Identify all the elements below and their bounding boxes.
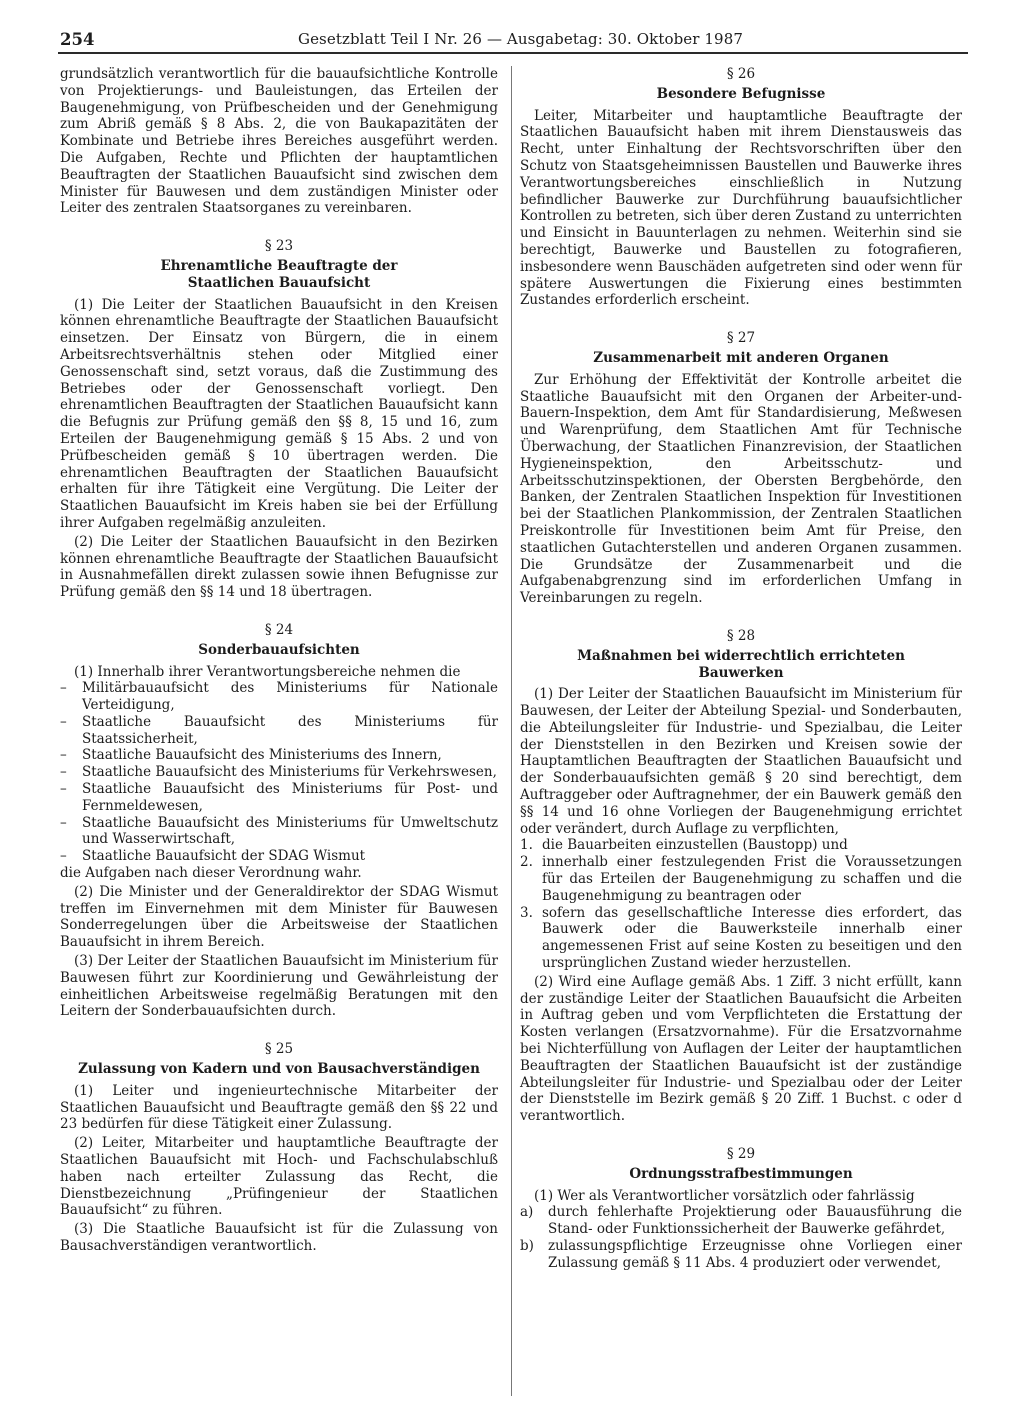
list-item [60, 764, 498, 781]
paragraph: (1) Leiter und ingenieurtechnische Mitarbeiter der Staatlichen Bauaufsicht und Beauftragte gemäß den §§ 22 und 23 bedürfen für diese Tätigkeit einer Zulassung. [60, 1082, 498, 1133]
section-title-line: Staatlichen Bauaufsicht [187, 274, 371, 291]
paragraph: Zur Erhöhung der Effektivität der Kontrolle arbeitet die Staatliche Bauaufsicht mit den Organen der Arbeiter-und-Bauern-Inspektion, dem Amt für Standardisierung, Meßwesen und Warenprüfung, dem Staatlichen Amt für Technische Überwachung, der Staatlichen Finanzrevision, der Staatlichen Hygieneinspektion, den Arbeitsschutz- und Arbeitsschutzinspektionen, der Obersten Bergbehörde, den Banken, der Zentralen Staatlichen Inspektion für Investitionen bei der Staatlichen Plankommission, der Zentralen Staatlichen Preiskontrolle für Investitionen beim Amt für Preise, den staatlichen Gutachterstellen und anderen Organen zusammen. Die Grundsätze der Zusammenarbeit und die Aufgabenabgrenzung sind im erforderlichen Umfang in Vereinbarungen zu regeln. [520, 371, 962, 607]
list-item [520, 854, 962, 904]
list-item-text: die Bauarbeiten einzustellen (Baustopp) und [542, 837, 848, 854]
section-title: Zusammenarbeit mit anderen Organen [593, 349, 889, 366]
paragraph: (3) Der Leiter der Staatlichen Bauaufsicht im Ministerium für Bauwesen führt zur Koordinierung und Gewährleistung der einheitlichen Arbeitsweise regelmäßig Beratungen mit den Leitern der Sonderbauaufsichten durch. [60, 953, 498, 1020]
paragraph: (2) Die Minister und der Generaldirektor der SDAG Wismut treffen im Einvernehmen mit dem Minister für Bauwesen Sonderregelungen über die Arbeitsweise der Staatlichen Bauaufsicht in ihrem Bereich. [60, 883, 498, 951]
section-title-line: Maßnahmen bei widerrechtlich errichteten [577, 647, 905, 664]
dash-marker: – [60, 814, 67, 831]
list-item [60, 714, 498, 748]
list-item [520, 837, 962, 854]
dash-marker: – [60, 747, 67, 764]
paragraph: (2) Wird eine Auflage gemäß Abs. 1 Ziff. 3 nicht erfüllt, kann der zuständige Leiter der Staatlichen Bauaufsicht die Arbeiten in Auftrag geben und vom Verpflichteten die Erstattung der Kosten verlangen (Ersatzvornahme). Für die Ersatzvornahme bei Nichterfüllung von Auflagen der Leiter der hauptamtlichen Beauftragten der Staatlichen Bauaufsicht ist der zuständige Abteilungsleiter für Industrie- und Spezialbau oder der Leiter der Dienststelle im Bezirk gemäß § 20 Ziff. 1 Buchst. c oder d verantwortlich. [520, 973, 962, 1125]
section-title: Besondere Befugnisse [656, 85, 826, 102]
header-rule [58, 52, 968, 54]
dash-marker: – [60, 848, 67, 865]
section-27 [520, 330, 962, 607]
list-item-text: Militärbauaufsicht des Ministeriums für Nationale Verteidigung, [82, 680, 498, 714]
section-number: § 26 [726, 66, 756, 82]
section-number: § 25 [264, 1041, 294, 1058]
right-column [520, 66, 962, 1272]
section-number: § 27 [726, 330, 756, 347]
list-item [60, 680, 498, 714]
measures-list [520, 837, 962, 971]
dash-marker: – [60, 680, 67, 697]
section-number: § 29 [726, 1146, 756, 1163]
paragraph: die Aufgaben nach dieser Verordnung wahr. [60, 865, 362, 882]
list-marker: 3. [520, 904, 533, 921]
page-number: 254 [60, 30, 95, 49]
list-item-text: durch fehlerhafte Projektierung oder Bauausführung die Stand- oder Funktionssicherheit der Bauwerke gefährdet, [548, 1204, 962, 1238]
column-divider [511, 66, 512, 1396]
offense-list [520, 1204, 962, 1271]
paragraph: (1) Wer als Verantwortlicher vorsätzlich oder fahrlässig [534, 1187, 915, 1204]
section-title-line: Ehrenamtliche Beauftragte der [160, 257, 398, 274]
section-24 [60, 622, 498, 1020]
list-item-text: Staatliche Bauaufsicht der SDAG Wismut [82, 848, 366, 865]
dash-marker: – [60, 713, 67, 730]
section-title [520, 648, 962, 682]
header-title: Gesetzblatt Teil I Nr. 26 — Ausgabetag: 30. Oktober 1987 [298, 30, 743, 48]
section-23 [60, 238, 498, 601]
section-29 [520, 1146, 962, 1272]
list-item [60, 815, 498, 849]
list-item [520, 1238, 962, 1272]
section-26 [520, 66, 962, 309]
section-number: § 28 [726, 627, 756, 644]
authority-list [60, 680, 498, 865]
left-column [60, 66, 498, 1255]
list-item-text: Staatliche Bauaufsicht des Ministeriums des Innern, [82, 747, 442, 764]
paragraph: (1) Innerhalb ihrer Verantwortungsbereiche nehmen die [74, 663, 461, 680]
section-title [60, 258, 498, 292]
section-number: § 24 [264, 621, 294, 638]
list-marker: 2. [520, 854, 533, 871]
list-item-text: sofern das gesellschaftliche Interesse dies erfordert, das Bauwerk oder die Bauwerksteile innerhalb einer angemessenen Frist auf seine Kosten zu beseitigen und den ursprünglichen Zustand wieder herzustellen. [542, 904, 962, 972]
list-item [520, 905, 962, 972]
list-marker: b) [520, 1238, 534, 1254]
paragraph: (2) Die Leiter der Staatlichen Bauaufsicht in den Bezirken können ehrenamtliche Beauftragte der Staatlichen Bauaufsicht in Ausnahmefällen direkt zulassen sowie ihnen Befugnisse zur Prüfung gemäß den §§ 14 und 18 übertragen. [60, 533, 498, 601]
section-28 [520, 628, 962, 1125]
list-marker: a) [520, 1204, 534, 1221]
list-item [60, 747, 498, 764]
list-item-text: Staatliche Bauaufsicht des Ministeriums für Post- und Fernmeldewesen, [82, 781, 498, 814]
section-title-line: Bauwerken [698, 664, 784, 681]
list-item-text: zulassungspflichtige Erzeugnisse ohne Vorliegen einer Zulassung gemäß § 11 Abs. 4 produziert oder verwendet, [548, 1238, 962, 1271]
list-item [60, 848, 498, 865]
paragraph: Leiter, Mitarbeiter und hauptamtliche Beauftragte der Staatlichen Bauaufsicht haben mit ihrem Dienstausweis das Recht, unter Einhaltung der Rechtsvorschriften über den Schutz von Staatsgeheimnissen Baustellen und Bauwerke ihres Verantwortungsbereiches einschließlich in Nutzung befindlicher Bauwerke zur Durchführung bauaufsichtlicher Kontrollen zu betreten, sich über deren Zustand zu unterrichten und Einsicht in Bauunterlagen zu nehmen. Weiterhin sind sie berechtigt, Bauwerke und Baustellen zu fotografieren, insbesondere wenn Bauschäden aufgetreten sind oder wenn für spätere Auswertungen die Fixierung eines bestimmten Zustandes erforderlich erscheint. [520, 107, 962, 309]
intro-paragraph: grundsätzlich verantwortlich für die bauaufsichtliche Kontrolle von Projektierungs- und Bauleistungen, das Erteilen der Baugenehmigung, von Prüfbescheiden und der Genehmigung zum Abriß gemäß § 8 Abs. 2, die von Baukapazitäten der Kombinate und Betriebe ihres Bereiches ausgeführt werden. Die Aufgaben, Rechte und Pflichten der hauptamtlichen Beauftragten der Staatlichen Bauaufsicht sind zwischen dem Minister für Bauwesen und dem zuständigen Minister oder Leiter des zentralen Staatsorganes zu vereinbaren. [60, 66, 498, 217]
paragraph: (1) Der Leiter der Staatlichen Bauaufsicht im Ministerium für Bauwesen, der Leiter der Abteilung Spezial- und Sonderbauten, die Abteilungsleiter für Industrie- und Spezialbau, die Leiter der Dienststellen in den Bezirken und Kreisen sowie der Hauptamtlichen Beauftragten der Staatlichen Bauaufsicht und der Sonderbauaufsichten gemäß § 20 sind berechtigt, dem Auftraggeber oder Auftragnehmer, der ein Bauwerk gemäß den §§ 14 und 16 ohne Vorliegen der Baugenehmigung errichtet oder verändert, durch Auflage zu verpflichten, [520, 686, 962, 837]
section-number: § 23 [264, 238, 294, 255]
section-title: Zulassung von Kadern und von Bausachverständigen [78, 1061, 480, 1078]
list-item [60, 781, 498, 815]
list-item-text: Staatliche Bauaufsicht des Ministeriums für Staatssicherheit, [82, 713, 498, 747]
paragraph: (1) Die Leiter der Staatlichen Bauaufsicht in den Kreisen können ehrenamtliche Beauftragte der Staatlichen Bauaufsicht einsetzen. Der Einsatz von Bürgern, die in einem Arbeitsrechtsverhältnis stehen oder Mitglied einer Genossenschaft sind, setzt voraus, daß die Zustimmung des Betriebes oder der Genossenschaft vorliegt. Den ehrenamtlichen Beauftragten der Staatlichen Bauaufsicht kann die Befugnis zur Prüfung gemäß den §§ 8, 15 und 16, zum Erteilen der Baugenehmigung gemäß § 15 Abs. 2 und von Prüfbescheiden gemäß § 10 übertragen werden. Die ehrenamtlichen Beauftragten der Staatlichen Bauaufsicht erhalten für ihre Tätigkeit eine Vergütung. Die Leiter der Staatlichen Bauaufsicht im Kreis haben sie bei der Erfüllung ihrer Aufgaben regelmäßig anzuleiten. [60, 296, 498, 531]
paragraph: (2) Leiter, Mitarbeiter und hauptamtliche Beauftragte der Staatlichen Bauaufsicht mit Hoch- und Fachschulabschluß haben nach erteilter Zulassung das Recht, die Dienstbezeichnung „Prüfingenieur der Staatlichen Bauaufsicht“ zu führen. [60, 1135, 498, 1219]
section-title: Sonderbauaufsichten [198, 641, 360, 658]
dash-marker: – [60, 764, 67, 781]
list-item-text: Staatliche Bauaufsicht des Ministeriums für Umweltschutz und Wasserwirtschaft, [82, 814, 498, 848]
list-item-text: innerhalb einer festzulegenden Frist die Voraussetzungen für das Erteilen der Baugenehmigung zu schaffen und die Baugenehmigung zu beantragen oder [542, 854, 962, 904]
list-marker: 1. [520, 837, 533, 854]
paragraph: (3) Die Staatliche Bauaufsicht ist für die Zulassung von Bausachverständigen verantwortlich. [60, 1221, 498, 1254]
dash-marker: – [60, 781, 67, 798]
list-item-text: Staatliche Bauaufsicht des Ministeriums für Verkehrswesen, [82, 764, 497, 781]
section-title: Ordnungsstrafbestimmungen [629, 1165, 853, 1182]
page-header [60, 30, 965, 52]
list-item [520, 1204, 962, 1238]
section-25 [60, 1041, 498, 1255]
